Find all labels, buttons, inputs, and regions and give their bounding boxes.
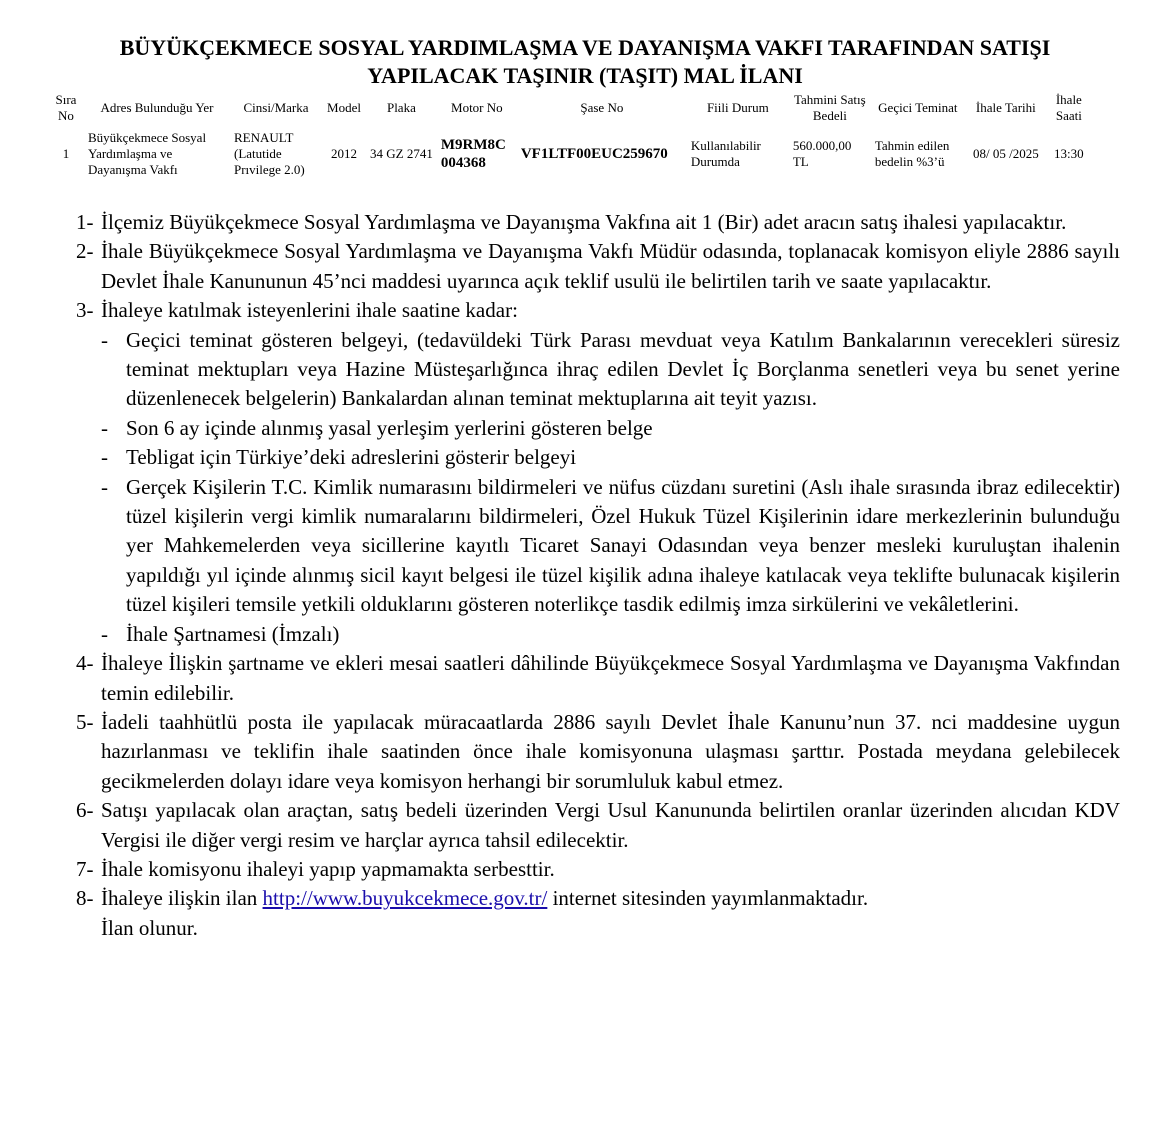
sub-text: Son 6 ay içinde alınmış yasal yerleşim yerlerini gösteren belge [126, 415, 653, 440]
header-tarih: İhale Tarihi [975, 100, 1036, 115]
item-number: 7- [76, 856, 94, 881]
sub-dash: - [101, 415, 108, 440]
header-cinsi: Cinsi/Marka [243, 100, 309, 115]
cell-cinsi: RENAULT (Latutide Prıvilege 2.0) [234, 130, 305, 177]
sub-dash: - [101, 474, 108, 499]
item-number: 6- [76, 798, 94, 823]
list-item-1 [76, 208, 1120, 237]
header-sase: Şase No [580, 100, 624, 115]
sub-dash: - [101, 445, 108, 470]
header-sira: Sıra No [55, 92, 77, 123]
header-fiili: Fiili Durum [706, 100, 769, 115]
closing-text: İlan olunur. [101, 915, 198, 940]
item-text-post: internet sitesinden yayımlanmaktadır. [547, 886, 869, 911]
list-item-2 [76, 237, 1120, 296]
item-number: 1- [76, 210, 94, 234]
sub-text: Tebligat için Türkiye’deki adreslerini gösterir belgeyi [126, 445, 577, 470]
cell-sira: 1 [62, 146, 70, 161]
list-item-5 [76, 708, 1120, 796]
item-number: 3- [76, 298, 94, 323]
header-tahmini: Tahmini Satış Bedeli [794, 92, 866, 123]
list-item-4 [76, 649, 1120, 708]
item-text: İadeli taahhütlü posta ile yapılacak müracaatlarda 2886 sayılı Devlet İhale Kanunu’nun 37. nci maddesine uygun hazırlanması ve teklifin ihale saatinden önce ihale komisyonuna ulaşması şarttır. Postada meydana gelebilecek gecikmelerden dolayı idare veya komisyon herhangi bir sorumluluk kabul etmez. [101, 709, 1120, 793]
cell-bedel: 560.000,00 TL [792, 138, 852, 169]
cell-adres: Büyükçekmece Sosyal Yardımlaşma ve Dayanışma Vakfı [88, 130, 207, 177]
item-number: 4- [76, 651, 94, 676]
sub-text: İhale Şartnamesi (İmzalı) [126, 621, 340, 646]
notice-body [76, 208, 1120, 943]
item-text: Satışı yapılacak olan araçtan, satış bedeli üzerinden Vergi Usul Kanununda belirtilen oranlar üzerinden alıcıdan KDV Vergisi ile diğer vergi resim ve harçlar ayrıca tahsil edilecektir. [101, 798, 1120, 852]
item-number: 8- [76, 886, 94, 911]
title-line-2: YAPILACAK TAŞINIR (TAŞIT) MAL İLANI [367, 63, 803, 88]
header-model: Model [327, 100, 361, 115]
item-text: İhale komisyonu ihaleyi yapıp yapmamakta serbesttir. [101, 856, 555, 881]
header-adres: Adres Bulunduğu Yer [100, 100, 214, 115]
cell-plaka: 34 GZ 2741 [370, 146, 433, 161]
sub-text: Geçici teminat gösteren belgeyi, (tedavüldeki Türk Parası mevduat veya Katılım Bankalarının verecekleri süresiz teminat mektupları veya Hazine Müsteşarlığınca ihraç edilen Devlet İç Borçlanma senetleri veya bu senet yerine düzenlenecek belgelerin) Bankalardan alınan teminat mektuplarına ait teyit yazısı. [126, 327, 1120, 411]
header-teminat: Geçici Teminat [878, 100, 958, 115]
item-text: İhaleye İlişkin şartname ve ekleri mesai saatleri dâhilinde Büyükçekmece Sosyal Yardımlaşma ve Dayanışma Vakfından temin edilebilir. [101, 651, 1120, 705]
list-item-6 [76, 796, 1120, 855]
website-link[interactable]: http://www.buyukcekmece.gov.tr/ [262, 886, 548, 911]
list-item-3 [76, 296, 1120, 325]
sub-text: Gerçek Kişilerin T.C. Kimlik numarasını bildirmeleri ve nüfus cüzdanı suretini (Aslı ihale sırasında ibraz edilecektir) tüzel kişilerin vergi kimlik numaralarını bildirmeleri, Özel Hukuk Tüzel Kişilerinin idare merkezlerinin bulunduğu yer Mahkemelerden veya sicillerine kayıtlı Ticaret Sanayi Odasından veya benzer mesleki kuruluştan ihalenin yapıldığı yıl içinde alınmış sicil kayıt belgesi ile tüzel kişilik adına ihaleye katılacak veya teklifte bulunacak kişilerin tüzel kişileri temsile yetkili olduklarını gösteren noterlikçe tasdik edilmiş imza sirkülerini ve vekâletlerini. [126, 474, 1120, 617]
list-item-8 [76, 884, 1120, 913]
header-saat: İhale Saati [1055, 92, 1082, 123]
cell-model: 2012 [331, 146, 357, 161]
item-number: 5- [76, 709, 94, 734]
item-text: İhaleye katılmak isteyenlerini ihale saatine kadar: [101, 298, 518, 323]
notice-title [0, 34, 1170, 90]
cell-tarih: 08/ 05 /2025 [972, 146, 1039, 161]
sub-item-2 [101, 414, 1120, 443]
header-motor: Motor No [451, 100, 503, 115]
cell-teminat: Tahmin edilen bedelin %3’ü [874, 138, 950, 169]
cell-motor: M9RM8C 004368 [440, 137, 506, 171]
item-text-pre: İhaleye ilişkin ilan [101, 886, 263, 911]
cell-sase: VF1LTF00EUC259670 [520, 146, 668, 162]
cell-fiili: Kullanılabilir Durumda [690, 138, 761, 169]
sub-item-1 [101, 326, 1120, 414]
title-line-1: BÜYÜKÇEKMECE SOSYAL YARDIMLAŞMA VE DAYANIŞMA VAKFI TARAFINDAN SATIŞI [119, 35, 1051, 60]
sub-item-4 [101, 473, 1120, 620]
sub-dash: - [101, 621, 108, 646]
item-text [101, 884, 1120, 913]
list-item-7 [76, 855, 1120, 884]
sub-dash: - [101, 327, 108, 352]
header-plaka: Plaka [386, 100, 416, 115]
item-number: 2- [76, 239, 94, 264]
sub-item-5 [101, 620, 1120, 649]
item-text: İhale Büyükçekmece Sosyal Yardımlaşma ve Dayanışma Vakfı Müdür odasında, toplanacak komisyon eliyle 2886 sayılı Devlet İhale Kanununun 45’nci maddesi uyarınca açık teklif usulü ile belirtilen tarih ve saate yapılacaktır. [101, 239, 1120, 293]
cell-saat: 13:30 [1054, 146, 1084, 161]
table-row [48, 126, 1091, 182]
table-header-row [48, 90, 1091, 126]
vehicle-table [48, 90, 1091, 182]
item-text: İlçemiz Büyükçekmece Sosyal Yardımlaşma ve Dayanışma Vakfına ait 1 (Bir) adet aracın satış ihalesi yapılacaktır. [101, 210, 1067, 234]
sub-item-3 [101, 443, 1120, 472]
